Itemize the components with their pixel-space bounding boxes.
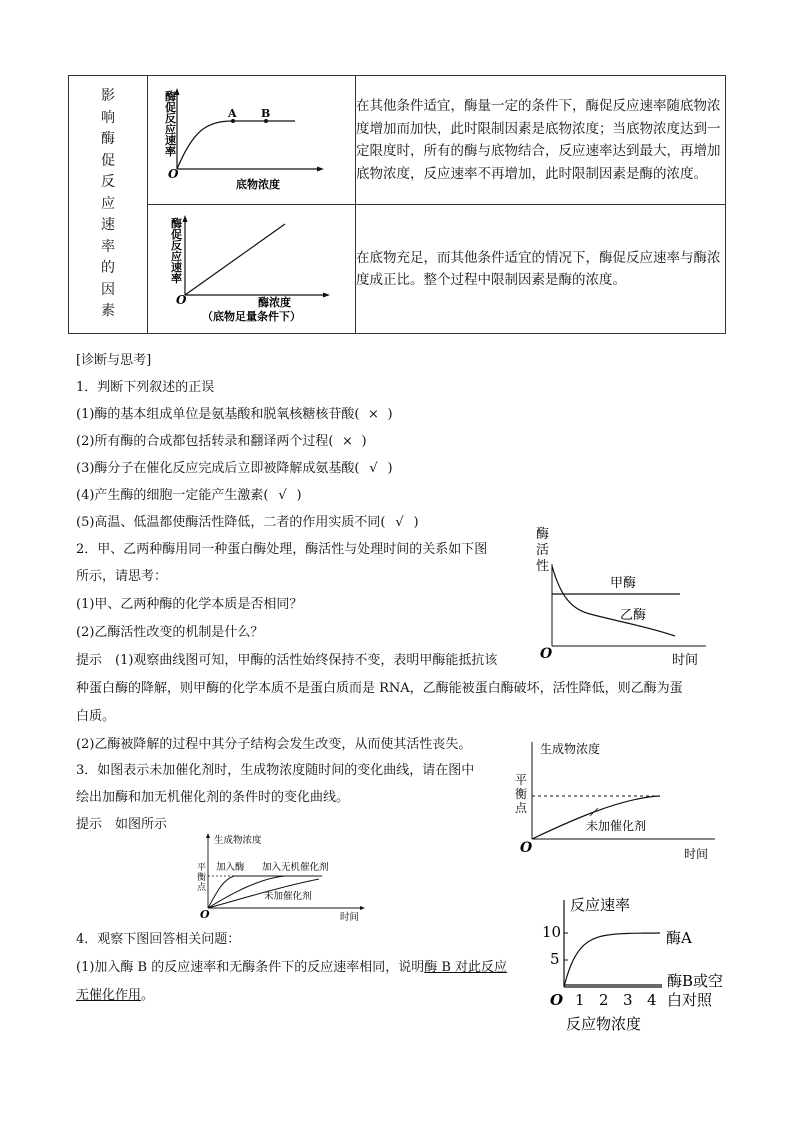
q4-title: 4．观察下图回答相关问题： — [76, 932, 241, 947]
g5-xlabel: 时间 — [340, 912, 360, 923]
enzyme-concentration-graph — [148, 205, 355, 329]
row2-description: 在底物充足，而其他条件适宜的情况下，酶促反应速率与酶浓度成正比。整个过程中限制因素是酶的浓度。 — [356, 205, 726, 334]
g6-xtick-1: 1 — [575, 991, 585, 1009]
q1-item-4: (4)产生酶的细胞一定能产生激素( √ ) — [76, 488, 302, 503]
g3-series-b: 乙酶 — [620, 608, 647, 623]
q1-mark-3: √ — [369, 461, 378, 476]
g1-point-b: B — [261, 107, 271, 120]
q1-mark-4: √ — [278, 488, 287, 503]
side-label-char: 应 — [101, 195, 115, 212]
side-label-char: 因 — [101, 281, 115, 298]
g2-ylabel-0: 酶 — [171, 217, 182, 230]
g1-ylabel-1: 促 — [165, 101, 176, 114]
g4-ylabel: 生成物浓度 — [540, 742, 601, 756]
section-title: [诊断与思考] — [76, 353, 152, 368]
g2-ylabel-2: 反 — [171, 239, 182, 252]
g1-ylabel-2: 反 — [165, 112, 176, 125]
side-label-char: 的 — [101, 260, 115, 277]
g6-xlabel: 反应物浓度 — [566, 1015, 642, 1033]
g2-xlabel: 酶浓度 — [258, 296, 291, 309]
g5-eq-2: 点 — [197, 883, 207, 893]
g3-series-a: 甲酶 — [610, 576, 637, 591]
q2-hint1a: 提示 (1)观察曲线图可知，甲酶的活性始终保持不变，表明甲酶能抵抗该 — [76, 653, 498, 668]
g4-origin: O — [520, 840, 533, 856]
q2-hint1b: 种蛋白酶的降解，则甲酶的化学本质不是蛋白质而是 RNA，乙酶能被蛋白酶破坏，活性降低，则乙酶为蛋 — [76, 681, 683, 696]
fig-substrate-cell — [148, 76, 356, 205]
q2-hint1c: 白质。 — [76, 709, 116, 724]
side-label-char: 影 — [101, 88, 115, 105]
fig-enzyme-cell — [148, 205, 356, 334]
q4-answer-part1: 酶 B 对此反应 — [424, 960, 508, 975]
g3-ylabel-2: 性 — [536, 559, 550, 574]
g6-series-b-1: 酶B或空 — [667, 972, 724, 990]
q1-item-2: (2)所有酶的合成都包括转录和翻译两个过程( × ) — [76, 434, 367, 449]
side-label-chars — [69, 86, 147, 323]
q4-sub1-line1: (1)加入酶 B 的反应速率和无酶条件下的反应速率相同，说明酶 B 对此反应 — [76, 960, 508, 975]
g2-ylabel-5: 率 — [171, 272, 182, 285]
g2-origin: O — [176, 293, 187, 307]
g4-eq-2: 点 — [515, 801, 528, 815]
side-label — [69, 76, 148, 334]
g4-eq-1: 衡 — [515, 787, 528, 801]
q2-sub2: (2)乙酶活性改变的机制是什么？ — [76, 625, 264, 640]
side-label-char: 反 — [101, 174, 115, 191]
q3-line2: 绘出加酶和加无机催化剂的条件时的变化曲线。 — [76, 790, 350, 805]
g3-origin: O — [540, 646, 553, 662]
q2-sub1: (1)甲、乙两种酶的化学本质是否相同？ — [76, 597, 303, 612]
g5-ylabel: 生成物浓度 — [214, 835, 262, 846]
g1-xlabel: 底物浓度 — [236, 178, 280, 191]
g5-inorganic-label: 加入无机催化剂 — [262, 862, 329, 873]
g5-eq-1: 衡 — [197, 873, 207, 883]
q4-sub1-line2: 无催化作用。 — [76, 988, 155, 1003]
row1-description: 在其他条件适宜，酶量一定的条件下，酶促反应速率随底物浓度增加而加快，此时限制因素是底物浓度；当底物浓度达到一定限度时，所有的酶与底物结合，反应速率达到最大，再增加底物浓度，反应速率不再增加，此时限制因素是酶的浓度。 — [356, 76, 726, 205]
g2-ylabel-1: 促 — [171, 228, 182, 241]
reaction-rate-graph — [538, 890, 750, 1038]
q1-title: 1．判断下列叙述的正误 — [76, 380, 215, 395]
q1-item-3: (3)酶分子在催化反应完成后立即被降解成氨基酸( √ ) — [76, 461, 393, 476]
g6-xtick-4: 4 — [647, 991, 657, 1009]
g5-enzyme-label: 加入酶 — [216, 862, 245, 873]
q2-hint2: (2)乙酶被降解的过程中其分子结构会发生改变，从而使其活性丧失。 — [76, 737, 472, 752]
side-label-char: 素 — [101, 303, 115, 320]
q1-mark-5: √ — [395, 515, 404, 530]
g6-xtick-2: 2 — [599, 991, 609, 1009]
side-label-char: 率 — [101, 238, 115, 255]
factor-table — [68, 75, 726, 334]
q3-line1: 3．如图表示未加催化剂时，生成物浓度随时间的变化曲线，请在图中 — [76, 763, 475, 778]
side-label-char: 速 — [101, 217, 115, 234]
q1-mark-2: × — [342, 434, 353, 449]
g1-ylabel-3: 应 — [165, 123, 176, 136]
enzyme-activity-graph — [530, 524, 710, 670]
q2-line2: 所示，请思考： — [76, 569, 168, 584]
g4-xlabel: 时间 — [684, 847, 709, 861]
product-concentration-graph — [510, 736, 720, 864]
side-label-char: 促 — [101, 152, 115, 169]
q2-line1: 2．甲、乙两种酶用同一种蛋白酶处理，酶活性与处理时间的关系如下图 — [76, 542, 488, 557]
q1-item-1: (1)酶的基本组成单位是氨基酸和脱氧核糖核苷酸( × ) — [76, 407, 393, 422]
g6-origin: O — [550, 991, 564, 1009]
g6-series-a: 酶A — [666, 929, 692, 947]
g1-ylabel-0: 酶 — [165, 90, 176, 103]
g2-ylabel-4: 速 — [171, 261, 182, 274]
g1-ylabel-5: 率 — [165, 145, 176, 158]
g3-ylabel-1: 活 — [536, 543, 550, 558]
g1-origin: O — [168, 167, 179, 181]
g1-point-a: A — [228, 107, 237, 120]
g3-ylabel-0: 酶 — [536, 527, 550, 542]
substrate-concentration-graph — [148, 76, 355, 200]
g5-origin: O — [200, 908, 210, 921]
q3-hint: 提示 如图所示 — [76, 817, 168, 832]
g6-ylabel: 反应速率 — [570, 896, 631, 914]
g4-curve-label: 未加催化剂 — [586, 819, 647, 833]
g4-eq-0: 平 — [515, 773, 528, 787]
curve-enzyme-a — [564, 933, 660, 987]
q4-answer-part2: 无催化作用 — [76, 988, 142, 1003]
g6-ytick-5: 5 — [550, 950, 560, 968]
q1-mark-1: × — [368, 407, 379, 422]
side-label-char: 响 — [101, 109, 115, 126]
side-label-char: 酶 — [101, 131, 115, 148]
g5-none-label: 未加催化剂 — [264, 891, 312, 902]
g6-series-b-2: 白对照 — [667, 991, 713, 1009]
g6-ytick-10: 10 — [542, 923, 562, 941]
g2-ylabel-3: 应 — [171, 250, 182, 263]
g2-xnote: （底物足量条件下） — [202, 310, 301, 323]
q1-item-5: (5)高温、低温都使酶活性降低，二者的作用实质不同( √ ) — [76, 515, 419, 530]
g5-eq-0: 平 — [197, 863, 207, 873]
g6-xtick-3: 3 — [623, 991, 633, 1009]
g3-xlabel: 时间 — [672, 653, 699, 668]
g1-ylabel-4: 速 — [165, 134, 176, 147]
hint-product-graph — [194, 832, 374, 924]
